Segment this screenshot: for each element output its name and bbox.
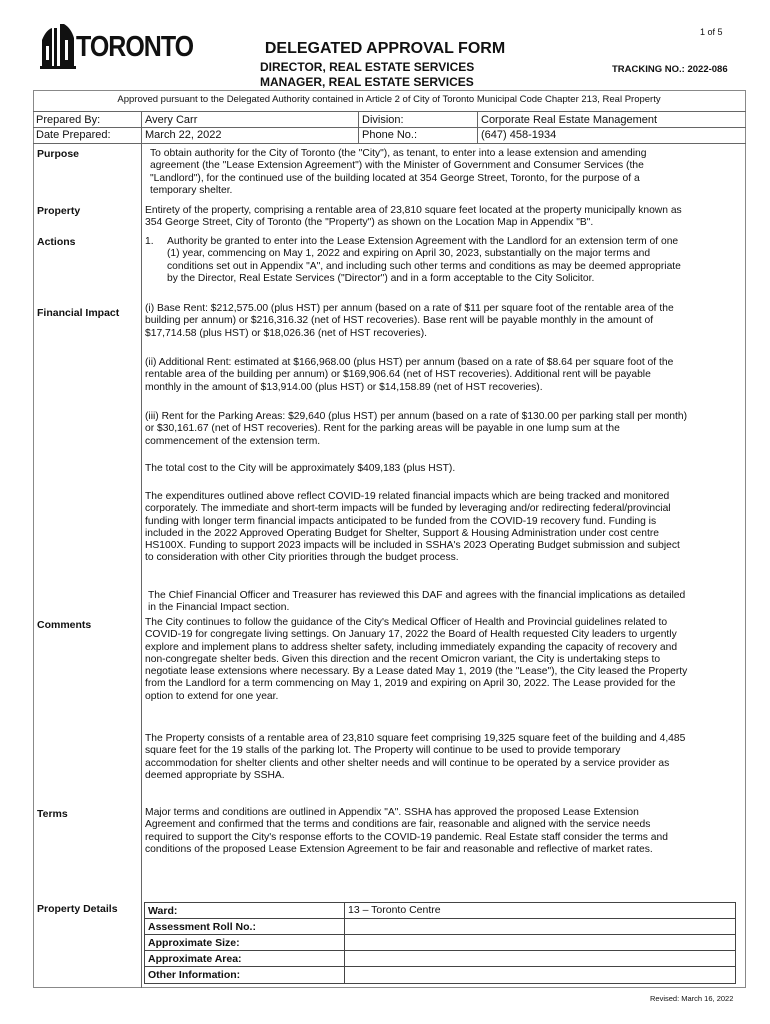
financial-base-rent: (i) Base Rent: $212,575.00 (plus HST) per annum (based on a rate of $11 per square foot of the rentable area of the building per annum) or $216,316.32 (net of HST recoveries). Base rent will be payable monthly in the amount of $17,714.58 (plus HST) or $18,026.36 (net of HST recoveries). (145, 303, 674, 339)
phone-value: (647) 458-1934 (481, 129, 557, 141)
financial-additional-rent: (ii) Additional Rent: estimated at $166,968.00 (plus HST) per annum (based on a rate of $8.64 per square foot of the rentable area of the building per annum) or $169,906.64 (net of HST recoveries). Additional rent will be payable monthly in the amount of $13,914.00 (plus HST) or $14,158.89 (net of HST recoveries). (145, 357, 674, 393)
division-value: Corporate Real Estate Management (481, 114, 658, 126)
assessment-roll-label: Assessment Roll No.: (148, 921, 256, 933)
date-prepared-value: March 22, 2022 (145, 129, 222, 141)
info-bottom-line (33, 143, 746, 144)
purpose-label: Purpose (37, 148, 80, 160)
terms-label: Terms (37, 808, 68, 820)
comments-label: Comments (37, 619, 92, 631)
table-row (145, 935, 735, 951)
property-text: Entirety of the property, comprising a rentable area of 23,810 square feet located at the property municipally known as 354 George Street, City of Toronto (the "Property") as shown on the Location Map in Appendix "B". (145, 205, 682, 229)
tracking-number: TRACKING NO.: 2022-086 (612, 64, 728, 75)
other-information-label: Other Information: (148, 969, 241, 981)
date-prepared-label: Date Prepared: (36, 129, 111, 141)
division-label: Division: (362, 114, 404, 126)
financial-total-cost: The total cost to the City will be approximately $409,183 (plus HST). (145, 463, 456, 474)
label-column-divider (141, 111, 142, 988)
actions-label: Actions (37, 236, 76, 248)
purpose-text: To obtain authority for the City of Toronto (the "City"), as tenant, to enter into a lease extension and amending agreement (the "Lease Extension Agreement") with the Minister of Government and Consumer Services (the "Landlord"), for the continued use of the building located at 354 George Street, Toronto, for the purpose of a temporary shelter. (150, 148, 647, 196)
ward-label: Ward: (148, 905, 178, 917)
logo-wordmark: TORONTO (76, 30, 194, 64)
revised-date: Revised: March 16, 2022 (650, 994, 734, 1003)
approximate-area-label: Approximate Area: (148, 953, 242, 965)
info-divider-1 (358, 111, 359, 143)
financial-impact-label: Financial Impact (37, 307, 120, 319)
property-details-table (144, 902, 736, 984)
action-item (145, 236, 742, 286)
form-subtitle-director: DIRECTOR, REAL ESTATE SERVICES (260, 60, 475, 74)
financial-cfo-review: The Chief Financial Officer and Treasurer has reviewed this DAF and agrees with the financial implications as detailed in the Financial Impact section. (148, 590, 686, 614)
financial-covid-impacts: The expenditures outlined above reflect COVID-19 related financial impacts which are being tracked and monitored corporately. The immediate and short-term impacts will be funded by leveraging and/or redirecting federal/provincial funding with longer term financial impacts anticipated to be funded from the COVID-19 recovery fund. Funding is included in the 2022 Approved Operating Budget for Shelter, Support & Housing Administration under cost centre HS100X. Funding to support 2023 impacts will be included in SSHA's 2023 Operating Budget submission and subject to consideration with other City priorities through the budget process. (145, 491, 680, 564)
financial-parking-rent: (iii) Rent for the Parking Areas: $29,640 (plus HST) per annum (based on a rate of $130.00 per parking stall per month) or $30,161.67 (net of HST recoveries). Rent for the parking areas will be payable in one lump sum at the commencement of the extension term. (145, 411, 688, 447)
form-subtitle-manager: MANAGER, REAL ESTATE SERVICES (260, 75, 474, 89)
table-row (145, 919, 735, 935)
action-text: Authority be granted to enter into the Lease Extension Agreement with the Landlord for an extension term of one (1) year, commencing on May 1, 2022 and expiring on April 30, 2023, substantially on the major terms and conditions set out in Appendix "A", and including such other terms and conditions as may be deemed appropriate by the Director, Real Estate Services ("Director") and in a form acceptable to the City Solicitor. (167, 236, 681, 284)
ward-value: 13 – Toronto Centre (348, 904, 441, 916)
info-top-line (33, 111, 746, 112)
table-row (145, 903, 735, 919)
info-mid-line (33, 127, 746, 128)
property-label: Property (37, 205, 81, 217)
approved-statement: Approved pursuant to the Delegated Authority contained in Article 2 of City of Toronto Municipal Code Chapter 213, Real Property (117, 94, 661, 105)
info-divider-2 (477, 111, 478, 143)
phone-label: Phone No.: (362, 129, 418, 141)
comments-property-description: The Property consists of a rentable area of 23,810 square feet comprising 19,325 square feet of the building and 4,485 square feet for the 19 stalls of the parking lot. The Property will continue to be used to provide temporary accommodation for shelter clients and other shelter needs and will continue to be operated by a service provider as deemed appropriate by SSHA. (145, 733, 686, 781)
comments-guidance: The City continues to follow the guidance of the City's Medical Officer of Health and Provincial guidelines related to COVID-19 for congregate living settings. On January 17, 2022 the Board of Health requested City leaders to urgently explore and implement plans to address shelter safety, including immediately expanding the capacity of recovery and non-congregate shelter beds. Given this direction and the recent Omicron variant, the City is undertaking steps to negotiate lease extensions where necessary. By a Lease dated May 1, 2019 (the "Lease"), the City leased the Property from the Landlord for a term commencing on May 1, 2019 and expiring on April 30, 2022. The Lease provided for the option to extend for one year. (145, 617, 688, 702)
table-row (145, 967, 735, 983)
form-title: DELEGATED APPROVAL FORM (264, 40, 506, 57)
prepared-by-label: Prepared By: (36, 114, 101, 126)
prepared-by-value: Avery Carr (145, 114, 198, 126)
property-details-label: Property Details (37, 903, 118, 915)
approximate-size-label: Approximate Size: (148, 937, 240, 949)
table-row (145, 951, 735, 967)
page-number: 1 of 5 (700, 27, 723, 37)
action-number: 1. (145, 236, 154, 247)
terms-text: Major terms and conditions are outlined in Appendix "A". SSHA has approved the proposed Lease Extension Agreement and confirmed that the terms and conditions are fair, reasonable and aligned with the service needs required to support the City's response efforts to the COVID-19 pandemic. Real Estate staff consider the terms and conditions of the proposed Lease Extension Agreement to be fair and reasonable and reflective of market rates. (145, 807, 668, 855)
